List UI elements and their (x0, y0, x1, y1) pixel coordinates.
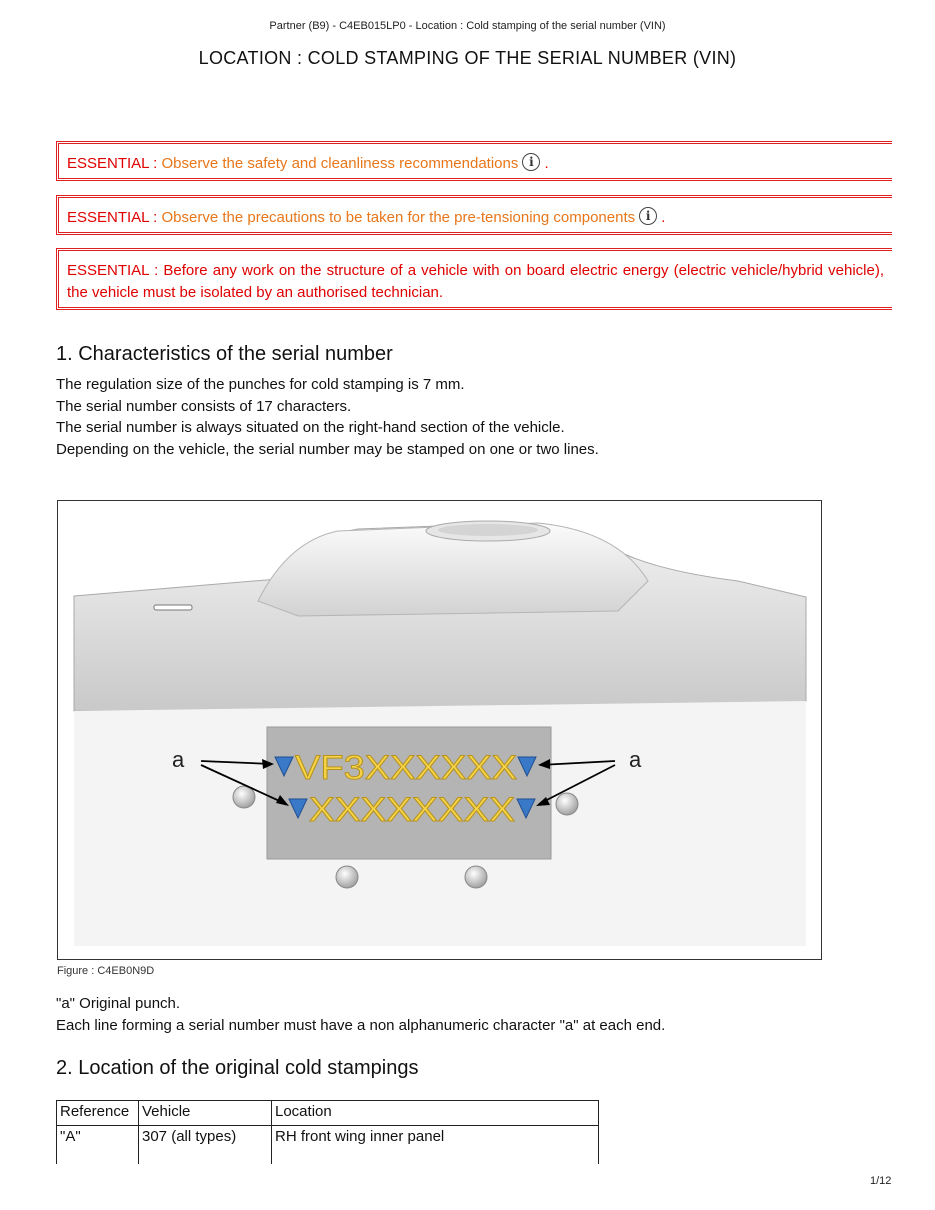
warning-suffix: . (540, 155, 549, 172)
characteristics-paragraph (56, 374, 599, 460)
warning-box-pretensioning (56, 195, 892, 235)
text-line: The serial number is always situated on the right-hand section of the vehicle. (56, 419, 565, 436)
locations-table (56, 1100, 599, 1164)
table-row (57, 1126, 599, 1165)
text-line: The regulation size of the punches for cold stamping is 7 mm. (56, 376, 465, 393)
info-icon[interactable]: i (639, 207, 657, 225)
page-header-breadcrumb: Partner (B9) - C4EB015LP0 - Location : Cold stamping of the serial number (VIN) (269, 20, 666, 32)
warning-separator: : (148, 209, 162, 226)
warning-label: ESSENTIAL (67, 155, 149, 172)
warning-separator: : (148, 155, 162, 172)
warning-separator: : (148, 262, 164, 279)
vin-stamping-illustration (58, 501, 822, 960)
document-title: LOCATION : COLD STAMPING OF THE SERIAL NUMBER (VIN) (198, 48, 737, 68)
text-line: The serial number consists of 17 characters. (56, 397, 352, 415)
text-line: "a" Original punch. (56, 995, 181, 1012)
stamp-line-1: VF3XXXXXX (295, 749, 517, 787)
warning-label: ESSENTIAL (67, 262, 149, 279)
table-header-cell: Vehicle (139, 1101, 272, 1126)
pretensioning-precautions-link[interactable]: Observe the precautions to be taken for the pre-tensioning components (161, 209, 636, 226)
callout-label-a-right: a (629, 747, 642, 772)
warning-box-safety (56, 141, 892, 181)
figure-vin-stamping (57, 500, 822, 960)
warning-label: ESSENTIAL (67, 209, 149, 226)
figure-caption: Figure : C4EB0N9D (57, 965, 155, 977)
table-header-cell: Location (272, 1101, 599, 1126)
callout-label-a-left: a (172, 747, 185, 772)
safety-recommendations-link[interactable]: Observe the safety and cleanliness recommendations (161, 155, 519, 172)
section-heading-characteristics: 1. Characteristics of the serial number (56, 343, 393, 365)
warning-suffix: . (657, 209, 666, 226)
figure-notes (56, 993, 665, 1036)
text-line: Depending on the vehicle, the serial number may be stamped on one or two lines. (56, 440, 599, 458)
text-line: Each line forming a serial number must have a non alphanumeric character "a" at each end. (56, 1016, 666, 1034)
table-header-cell: Reference (57, 1101, 139, 1126)
section-heading-locations: 2. Location of the original cold stampings (56, 1057, 419, 1079)
table-cell: 307 (all types) (139, 1126, 272, 1165)
page-number: 1/12 (870, 1175, 892, 1187)
info-icon[interactable]: i (522, 153, 540, 171)
warning-text: Before any work on the structure of a vehicle with on board electric energy (electric vehicle/hybrid vehicle), the vehicle must be isolated by an authorised technician. (67, 262, 884, 301)
table-header-row (57, 1101, 599, 1126)
stamp-line-2: XXXXXXXX (309, 791, 515, 829)
table-cell: RH front wing inner panel (272, 1126, 599, 1165)
table-cell: "A" (57, 1126, 139, 1165)
warning-box-electric-isolation (56, 248, 892, 310)
